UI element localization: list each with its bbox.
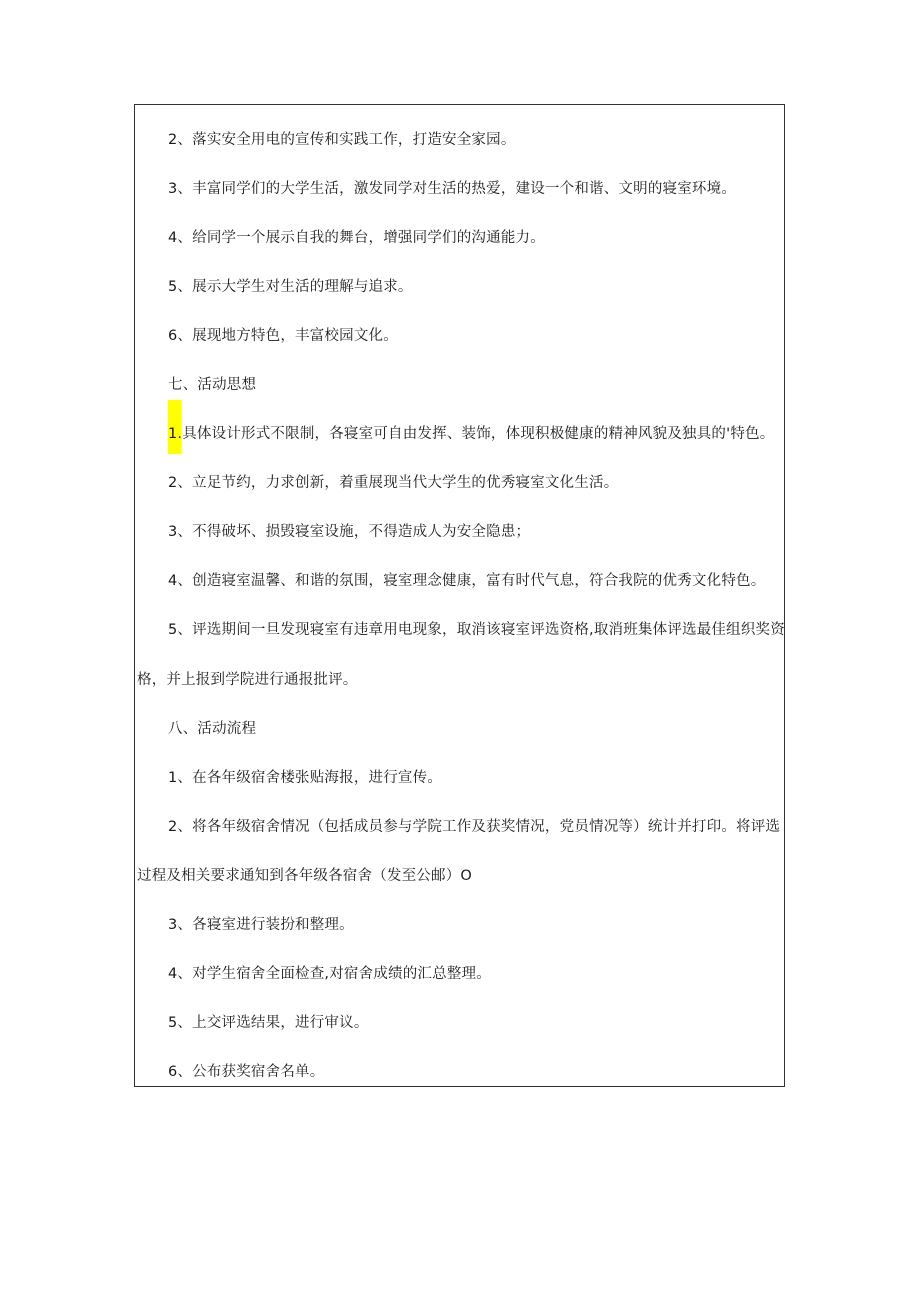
idea-item-5-continued: 格，并上报到学院进行通报批评。	[137, 672, 358, 688]
idea-item-2: 2、立足节约，力求创新，着重展现当代大学生的优秀寝室文化生活。	[168, 475, 619, 491]
idea-item-5: 5、评选期间一旦发现寝室有违章用电现象，取消该寝室评选资格,取消班集体评选最佳组织奖资	[168, 622, 785, 638]
idea-item-3: 3、不得破坏、损毁寝室设施，不得造成人为安全隐患；	[168, 524, 531, 540]
goal-item-3: 3、丰富同学们的大学生活，激发同学对生活的热爱，建设一个和谐、文明的寝室环境。	[168, 181, 737, 197]
process-item-1: 1、在各年级宿舍楼张贴海报，进行宣传。	[168, 770, 443, 786]
goal-item-5: 5、展示大学生对生活的理解与追求。	[168, 279, 413, 295]
process-item-2-continued: 过程及相关要求通知到各年级各宿舍（发至公邮）O	[137, 868, 473, 884]
process-item-5: 5、上交评选结果，进行审议。	[168, 1015, 369, 1031]
section-heading-8: 八、活动流程	[168, 721, 257, 737]
process-item-3: 3、各寝室进行装扮和整理。	[168, 917, 354, 933]
goal-item-2: 2、落实安全用电的宣传和实践工作，打造安全家园。	[168, 132, 516, 148]
process-item-2: 2、将各年级宿舍情况（包括成员参与学院工作及获奖情况，党员情况等）统计并打印。将评选	[168, 819, 781, 835]
document-table-cell	[134, 104, 785, 1087]
process-item-6: 6、公布获奖宿舍名单。	[168, 1064, 325, 1080]
process-item-4: 4、对学生宿舍全面检查,对宿舍成绩的汇总整理。	[168, 966, 491, 982]
goal-item-4: 4、给同学一个展示自我的舞台，增强同学们的沟通能力。	[168, 230, 545, 246]
goal-item-6: 6、展现地方特色，丰富校园文化。	[168, 328, 398, 344]
idea-item-1: 1.具体设计形式不限制，各寝室可自由发挥、装饰，体现积极健康的精神风貌及独具的'特色。	[168, 426, 775, 442]
idea-item-4: 4、创造寝室温馨、和谐的氛围，寝室理念健康，富有时代气息，符合我院的优秀文化特色。	[168, 573, 766, 589]
section-heading-7: 七、活动思想	[168, 377, 257, 393]
